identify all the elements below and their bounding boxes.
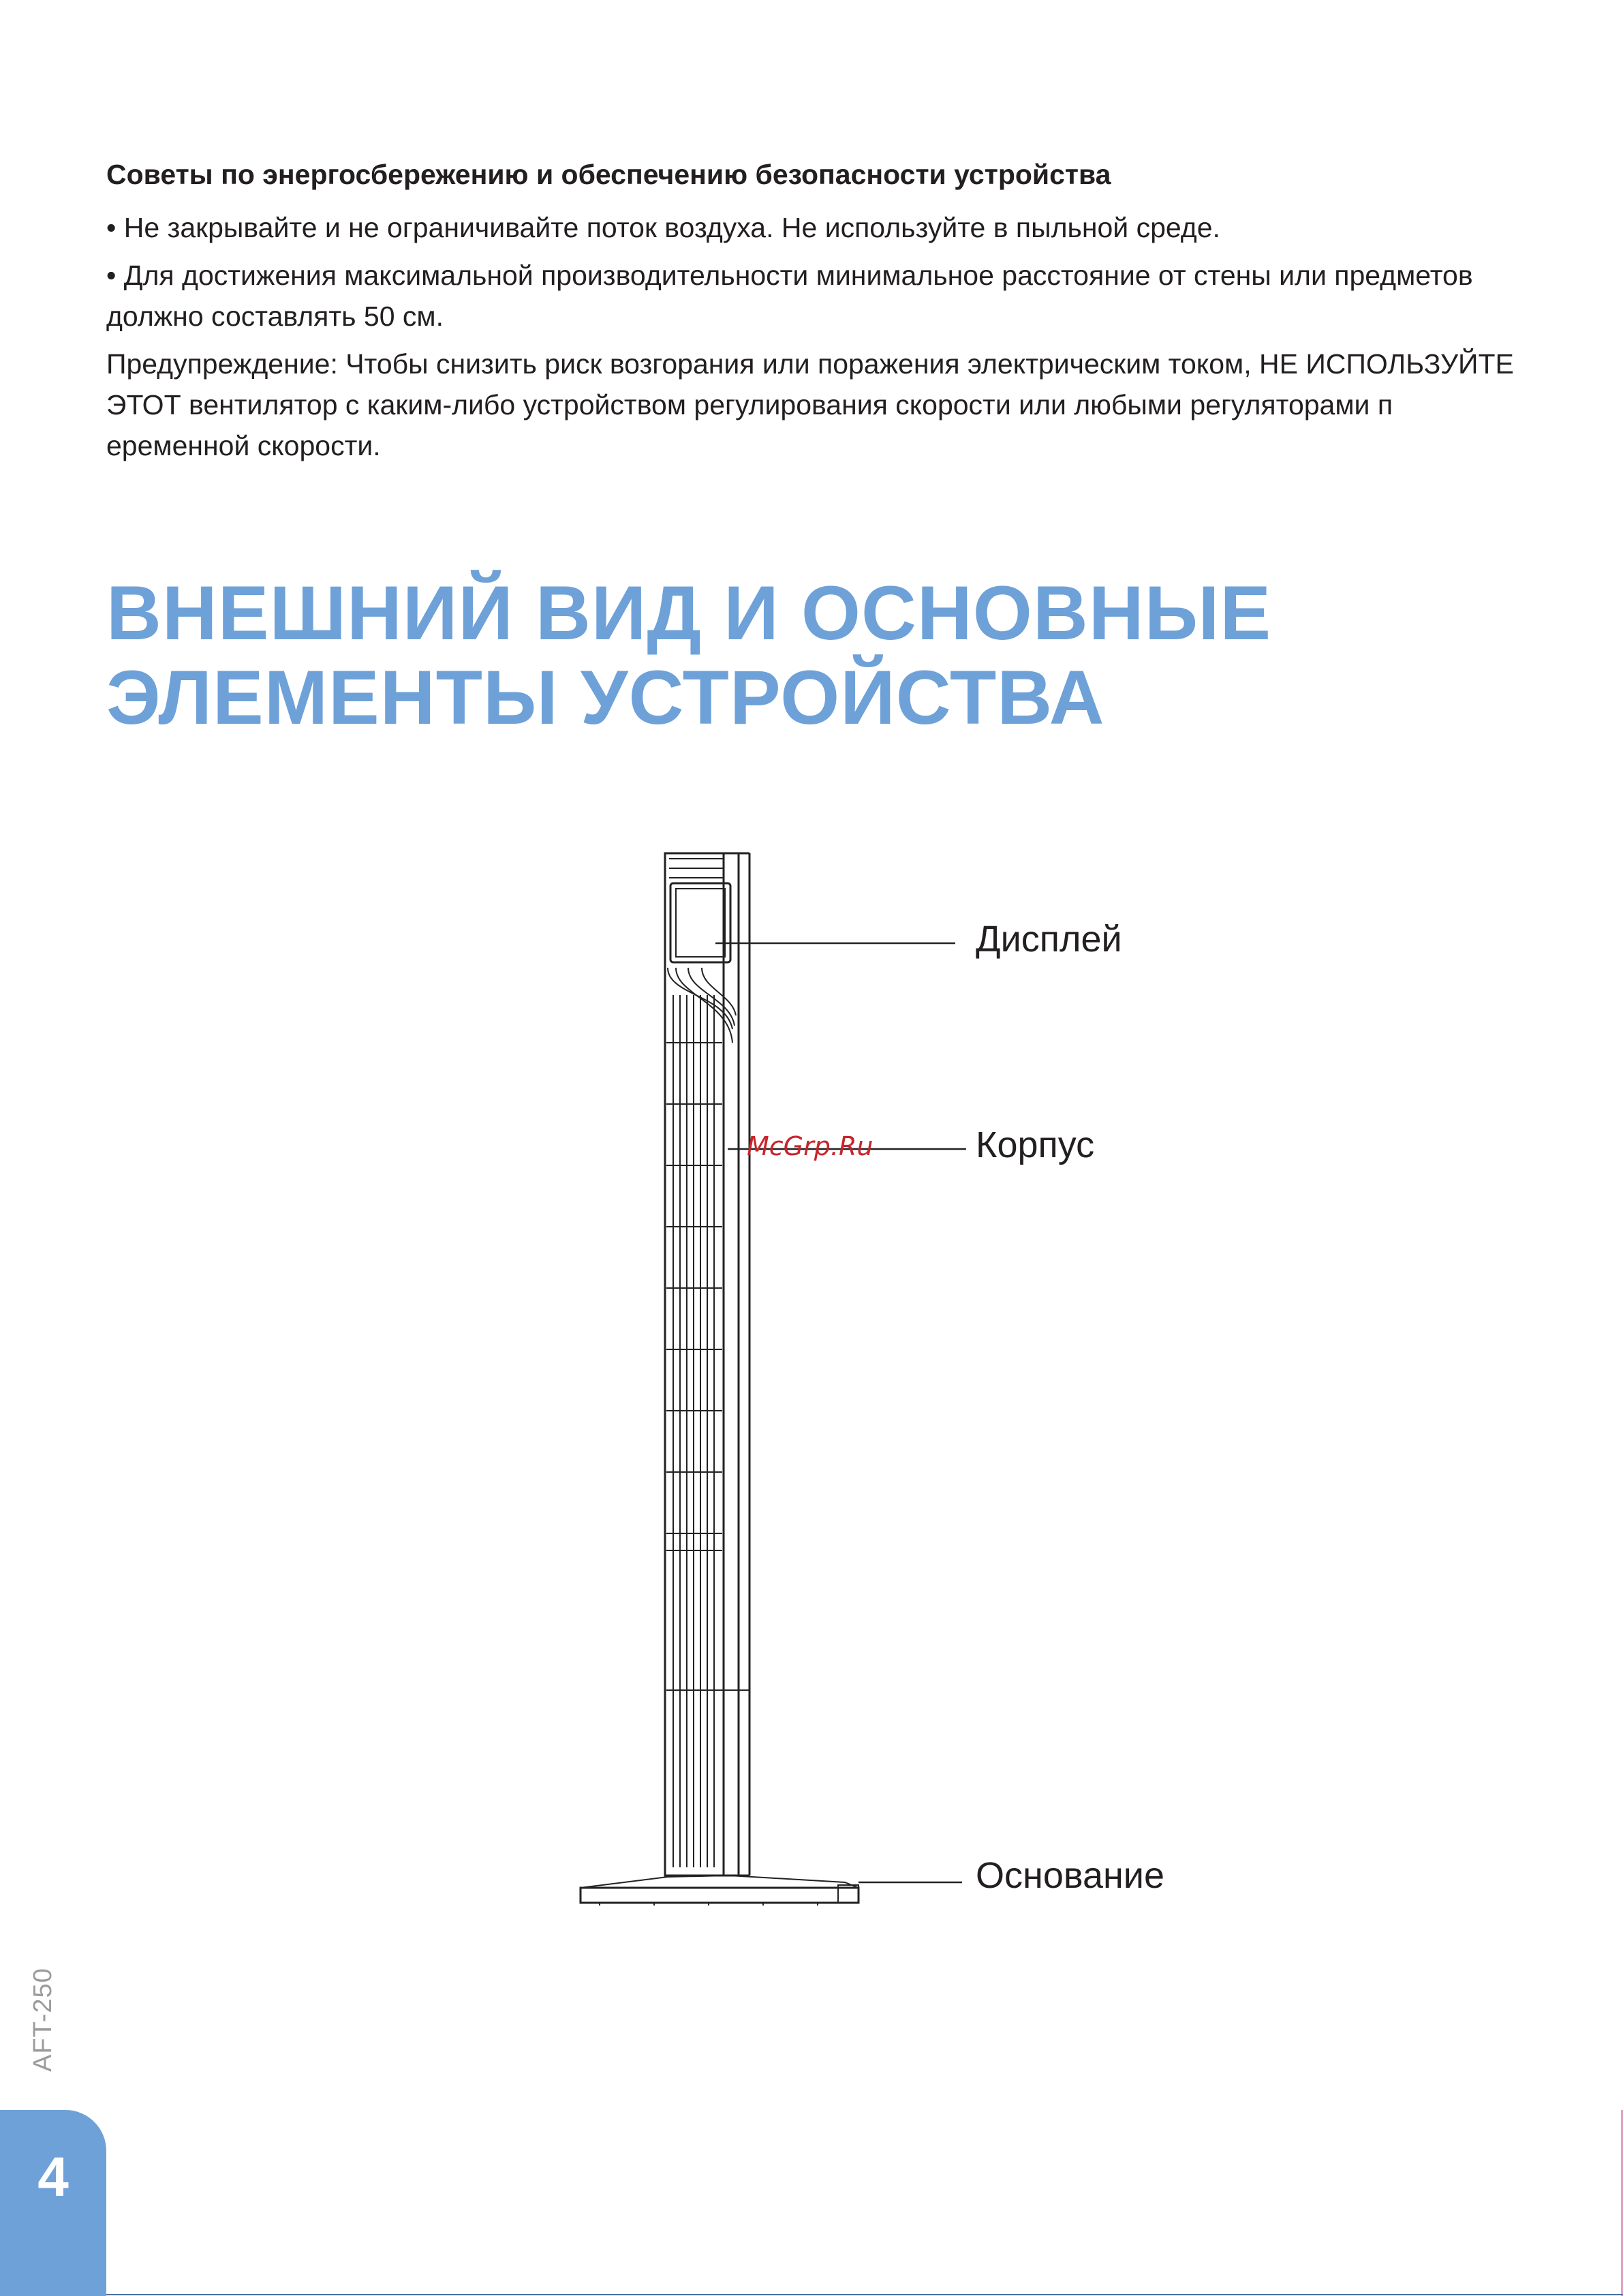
model-number: AFT-250 [29, 1968, 57, 2072]
bottom-rule [106, 2294, 1623, 2295]
label-base: Основание [976, 1855, 1164, 1896]
tower-fan-drawing [559, 838, 1240, 1929]
fan-base-outline [581, 1888, 859, 1903]
tip-airflow: • Не закрывайте и не ограничивайте поток воздуха. Не используйте в пыльной среде. [106, 212, 1220, 243]
warning-text: Предупреждение: Чтобы снизить риск возгорания или поражения электрическим током, НЕ ИСПОЛЬЗУЙТЕ ЭТОТ вентилятор с каким-либо устройством регулирования скорости или любыми регуляторами п еременной скорости. [106, 348, 1514, 461]
heading-line-2: ЭЛЕМЕНТЫ УСТРОЙСТВА [106, 655, 1105, 740]
section-heading [106, 571, 1537, 740]
label-body: Корпус [976, 1124, 1095, 1165]
watermark: McGrp.Ru [747, 1131, 874, 1161]
tip-distance: • Для достижения максимальной производительности минимальное расстояние от стены или предметов должно составлять 50 см. [106, 260, 1473, 332]
tower-fan-diagram [559, 838, 1240, 1929]
heading-line-1: ВНЕШНИЙ ВИД И ОСНОВНЫЕ [106, 570, 1272, 656]
display-window [670, 883, 730, 962]
page-number: 4 [37, 2146, 69, 2208]
energy-safety-tips [106, 155, 1519, 473]
tips-title: Советы по энергосбережению и обеспечению безопасности устройства [106, 159, 1111, 190]
label-display: Дисплей [976, 919, 1122, 960]
